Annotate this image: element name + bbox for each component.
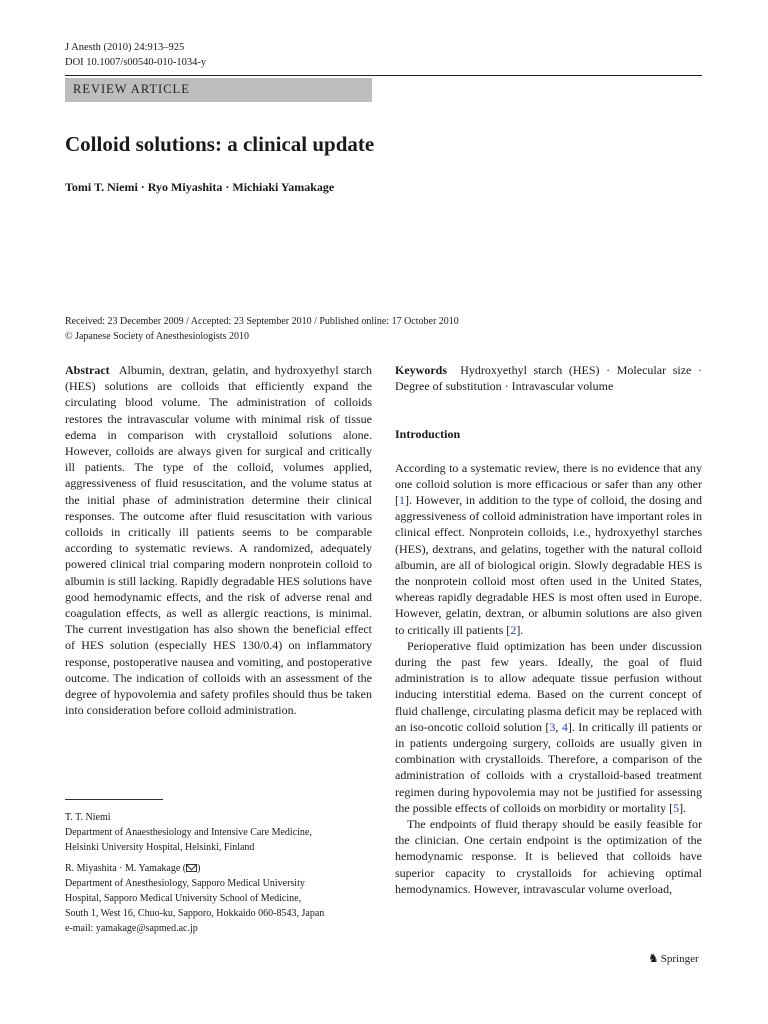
- abstract-text: Albumin, dextran, gelatin, and hydroxyethyl starch (HES) solutions are colloids that efficiently expand the circulating blood volume. The administration of colloids restores the intravascular volume with minimal risk of tissue edema in comparison with crystalloid solutions alone. However, colloids are always given for surgical and critically ill patients. The type of the colloid, volumes applied, aggressiveness of fluid resuscitation, and the volume status at the initial phase of administration determine their clinical responses. The outcome after fluid resuscitation with various colloids in critically ill patients seems to be comparable according to systematic reviews. A randomized, adequately powered clinical trial comparing modern nonprotein colloid to albumin is still lacking. Rapidly degradable HES solutions have good hemodynamic effects, and the risk of adverse renal and coagulation effects, as well as allergic reactions, is minimal. The current investigation has also shown the beneficial effect of HES solution (especially HES 130/0.4) on inflammatory response, postoperative nausea and vomiting, and postoperative outcome. The indication of colloids with an assessment of the degree of hypovolemia and safety profiles should thus be taken into consideration before colloid administration.: [65, 363, 373, 718]
- intro-paragraph-2: [395, 638, 702, 816]
- author-list: Tomi T. Niemi · Ryo Miyashita · Michiaki Yamakage: [65, 180, 335, 194]
- citation-link[interactable]: 4: [561, 719, 568, 734]
- paragraph-text: ]. In critically ill patients or in patients undergoing surgery, colloids are usually given in combination with crystalloids. Therefore, a comparison of the administration of colloids with a crystalloid-based treatment regimen during hypovolemia may not be justified for assessing the possible effects of colloids on morbidity or mortality [: [395, 719, 702, 815]
- paragraph-text: Perioperative fluid optimization has been under discussion during the past few years. Ideally, the goal of fluid administration is to allow adequate tissue perfusion without inducing interstitial edema. Based on the current concept of fluid challenge, circulating plasma deficit may be replaced with an iso-oncotic colloid solution [: [395, 638, 702, 734]
- affiliation-line: Helsinki University Hospital, Helsinki, Finland: [65, 842, 255, 853]
- section-heading-introduction: Introduction: [395, 427, 461, 442]
- affiliation-line: Department of Anesthesiology, Sapporo Medical University: [65, 878, 305, 889]
- journal-citation: J Anesth (2010) 24:913–925: [65, 42, 185, 53]
- affiliation-author-close: ): [197, 863, 201, 874]
- keywords-section: [395, 362, 702, 394]
- date-history: Received: 23 December 2009 / Accepted: 23 September 2010 / Published online: 17 October 2010: [65, 316, 459, 327]
- affiliation-email[interactable]: e-mail: yamakage@sapmed.ac.jp: [65, 923, 198, 934]
- springer-knight-icon: ♞: [648, 951, 659, 965]
- publisher-name: Springer: [660, 953, 699, 965]
- paragraph-text: ].: [679, 800, 687, 815]
- affiliation-yamakage: [65, 861, 375, 936]
- affiliation-author-names: R. Miyashita · M. Yamakage (: [65, 863, 187, 874]
- intro-paragraph-1: [395, 460, 702, 638]
- affiliation-line: South 1, West 16, Chuo-ku, Sapporo, Hokkaido 060-8543, Japan: [65, 908, 325, 919]
- article-title: Colloid solutions: a clinical update: [65, 132, 375, 156]
- citation-link[interactable]: 2: [510, 622, 517, 637]
- keywords-label: Keywords: [395, 363, 447, 377]
- paragraph-text: ,: [555, 719, 562, 734]
- abstract-label: Abstract: [65, 363, 110, 377]
- paragraph-text: ]. However, in addition to the type of colloid, the dosing and aggressiveness of colloid administration have important roles in clinical effect. Nonprotein colloids, i.e., hydroxyethyl starches (HES), dextrans, and gelatins, together with the natural colloid albumin, are all of biological origin. Slowly degradable HES is the nonprotein colloid most often used in the United States, whereas rapidly degradable HES is most often used in Europe. However, gelatin, dextran, or albumin solutions are also given to critically ill patients [: [395, 493, 702, 637]
- citation-link[interactable]: 1: [399, 493, 405, 508]
- paragraph-text: According to a systematic review, there is no evidence that any one colloid solution is more efficacious or safer than any other [: [395, 460, 702, 508]
- abstract-section: [65, 362, 372, 718]
- doi: DOI 10.1007/s00540-010-1034-y: [65, 57, 207, 68]
- header-rule: [65, 75, 702, 76]
- publication-dates: [65, 314, 459, 344]
- article-type-banner: [65, 78, 372, 102]
- citation-link[interactable]: 5: [673, 800, 680, 815]
- article-type-label: REVIEW ARTICLE: [73, 82, 190, 96]
- envelope-icon[interactable]: [186, 864, 197, 872]
- affiliation-niemi: [65, 810, 375, 855]
- affiliation-line: Hospital, Sapporo Medical University School of Medicine,: [65, 893, 302, 904]
- affiliation-author: [65, 861, 375, 876]
- citation-link[interactable]: 3: [549, 719, 556, 734]
- intro-paragraph-3: The endpoints of fluid therapy should be easily feasible for the clinician. One certain endpoint is the optimization of the hemodynamic response. It is believed that colloids have superior capacity to crystalloids for achieving optimal hemodynamics. However, intravascular volume overload,: [395, 817, 702, 896]
- copyright-line: © Japanese Society of Anesthesiologists 2010: [65, 331, 249, 342]
- publisher-logo: [648, 951, 699, 966]
- keywords-text: Hydroxyethyl starch (HES) · Molecular size · Degree of substitution · Intravascular volume: [395, 363, 702, 394]
- footnote-rule: [65, 799, 163, 800]
- affiliation-line: Department of Anaesthesiology and Intensive Care Medicine,: [65, 827, 312, 838]
- affiliation-author: T. T. Niemi: [65, 812, 111, 823]
- paragraph-text: ].: [516, 622, 524, 637]
- body-right-column: [395, 362, 702, 897]
